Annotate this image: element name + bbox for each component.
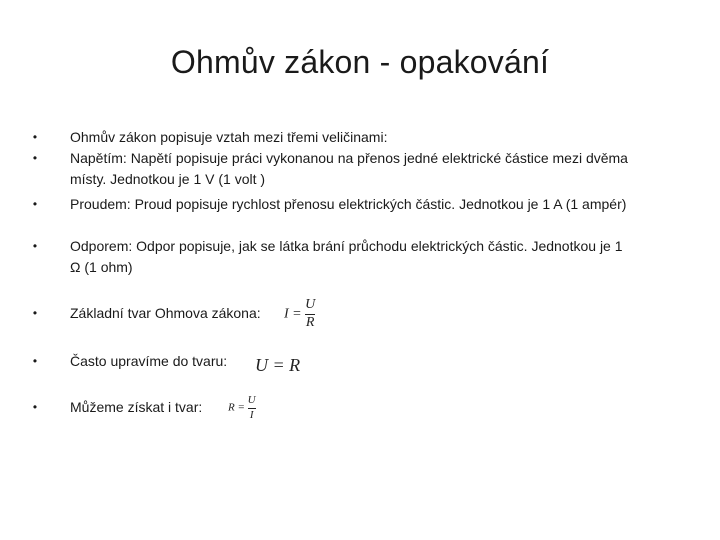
formula-denominator: I bbox=[249, 408, 254, 421]
bullet-item: Odporem: Odpor popisuje, jak se látka brání průchodu elektrických částic. Jednotkou je 1 Ω (1 ohm) bbox=[70, 238, 623, 275]
bullet-item: Často upravíme do tvaru: bbox=[70, 353, 228, 369]
formula-operator: = bbox=[237, 401, 245, 414]
bullet-icon: • bbox=[32, 197, 38, 211]
bullet-item: Proudem: Proud popisuje rychlost přenosu elektrických částic. Jednotkou je 1 A (1 ampér) bbox=[70, 196, 627, 212]
bullet-icon: • bbox=[32, 306, 38, 320]
formula-fraction bbox=[248, 395, 256, 421]
bullet-icon: • bbox=[32, 354, 38, 368]
bullet-icon: • bbox=[32, 151, 38, 165]
formula-ohm-resistance bbox=[228, 395, 256, 421]
bullet-item: Ohmův zákon popisuje vztah mezi třemi veličinami: bbox=[70, 129, 388, 145]
bullet-icon: • bbox=[32, 239, 38, 253]
bullet-item: Základní tvar Ohmova zákona: bbox=[70, 305, 261, 321]
formula-numerator: U bbox=[247, 394, 256, 406]
formula-lhs: I bbox=[284, 306, 289, 322]
formula-lhs: R bbox=[228, 401, 235, 414]
bullet-icon: • bbox=[32, 130, 38, 144]
formula-fraction bbox=[305, 298, 315, 330]
bullet-icon: • bbox=[32, 400, 38, 414]
formula-ohm-product: U = R bbox=[255, 355, 301, 375]
bullet-item: Můžeme získat i tvar: bbox=[70, 399, 203, 415]
formula-numerator: U bbox=[305, 297, 316, 312]
formula-ohm-basic bbox=[284, 298, 315, 330]
slide-title: Ohmův zákon - opakování bbox=[170, 44, 550, 80]
bullet-item: Napětím: Napětí popisuje práci vykonanou na přenos jedné elektrické částice mezi dvěma místy. Jednotkou je 1 V (1 volt ) bbox=[70, 150, 628, 187]
formula-denominator: R bbox=[305, 314, 315, 330]
formula-operator: = bbox=[292, 306, 302, 322]
